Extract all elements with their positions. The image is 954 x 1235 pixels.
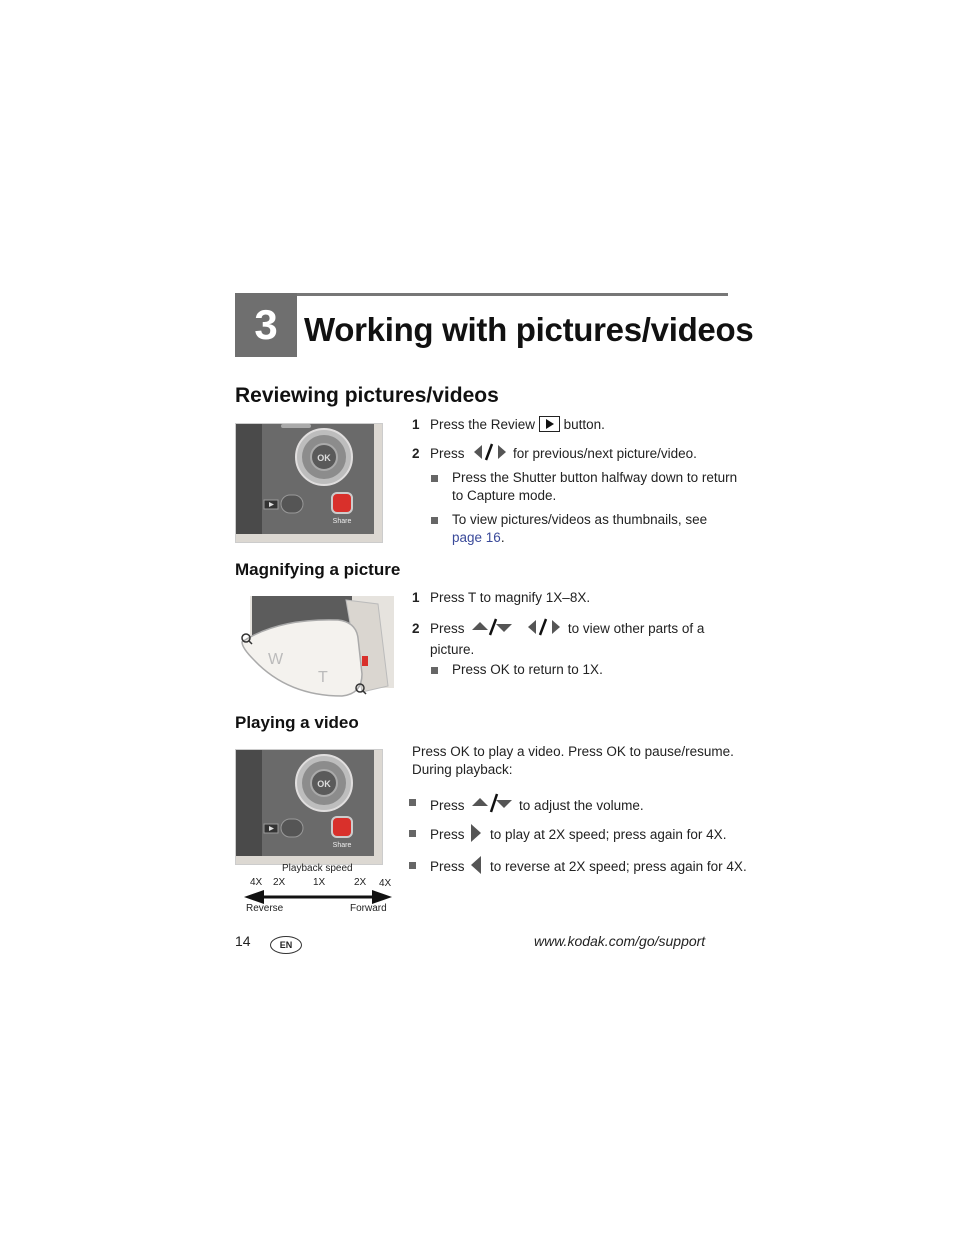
right-arrow-icon: [470, 824, 482, 847]
section-heading-magnifying: Magnifying a picture: [235, 560, 401, 579]
page-number: 14: [235, 933, 251, 949]
review-bullet-1: Press the Shutter button halfway down to return to Capture mode.: [452, 469, 737, 505]
left-right-arrows-icon: [528, 618, 560, 641]
left-right-arrows-icon: [474, 443, 506, 466]
chapter-title: Working with pictures/videos: [304, 311, 754, 348]
speed-label-reverse: Reverse: [246, 903, 284, 914]
magnify-step-1: 1 Press T to magnify 1X–8X.: [412, 590, 591, 605]
speed-label-1x: 1X: [313, 877, 326, 888]
speed-label-forward: Forward: [350, 903, 387, 914]
left-arrow-icon: [470, 856, 482, 879]
playing-bullet-1: Press to adjust the volume.: [430, 793, 644, 818]
section-heading-reviewing: Reviewing pictures/videos: [235, 384, 499, 407]
playing-intro: Press OK to play a video. Press OK to pause/resume. During playback:: [412, 744, 734, 777]
up-down-arrows-icon: [472, 618, 512, 641]
speed-label-forward-4x: 4X: [379, 878, 392, 889]
review-bullet-2: To view pictures/videos as thumbnails, see page 16.: [452, 511, 707, 547]
support-url[interactable]: www.kodak.com/go/support: [534, 933, 706, 949]
camera-share-label-video: Share: [332, 842, 352, 849]
zoom-w-label: W: [268, 651, 284, 668]
zoom-lever-photo: [238, 596, 394, 700]
speed-label-reverse-4x: 4X: [250, 877, 263, 888]
camera-ok-label: OK: [317, 453, 331, 463]
playing-bullet-2: Press to play at 2X speed; press again for 4X.: [430, 824, 726, 847]
camera-back-photo-video: [235, 749, 383, 865]
camera-ok-label-video: OK: [317, 779, 331, 789]
playback-speed-title: Playback speed: [282, 863, 353, 874]
magnify-bullet-1: Press OK to return to 1X.: [452, 661, 603, 679]
chapter-number: 3: [235, 293, 297, 357]
language-badge: EN: [270, 936, 302, 954]
zoom-t-label: T: [318, 669, 328, 686]
camera-back-photo: [235, 423, 383, 543]
speed-label-forward-2x: 2X: [354, 877, 367, 888]
review-step-1: 1 Press the Review button.: [412, 416, 605, 437]
magnify-step-2: 2 Press to view other parts of a picture.: [412, 618, 704, 659]
camera-share-label: Share: [332, 518, 352, 525]
playing-bullet-3: Press to reverse at 2X speed; press again for 4X.: [430, 856, 747, 879]
page-16-link[interactable]: page 16: [452, 530, 501, 545]
speed-label-reverse-2x: 2X: [273, 877, 286, 888]
review-button-icon: [539, 416, 560, 437]
section-heading-playing: Playing a video: [235, 713, 359, 732]
chapter-rule: [235, 293, 728, 296]
up-down-arrows-icon: [472, 793, 512, 818]
review-step-2: 2 Press for previous/next picture/video.: [412, 443, 697, 466]
